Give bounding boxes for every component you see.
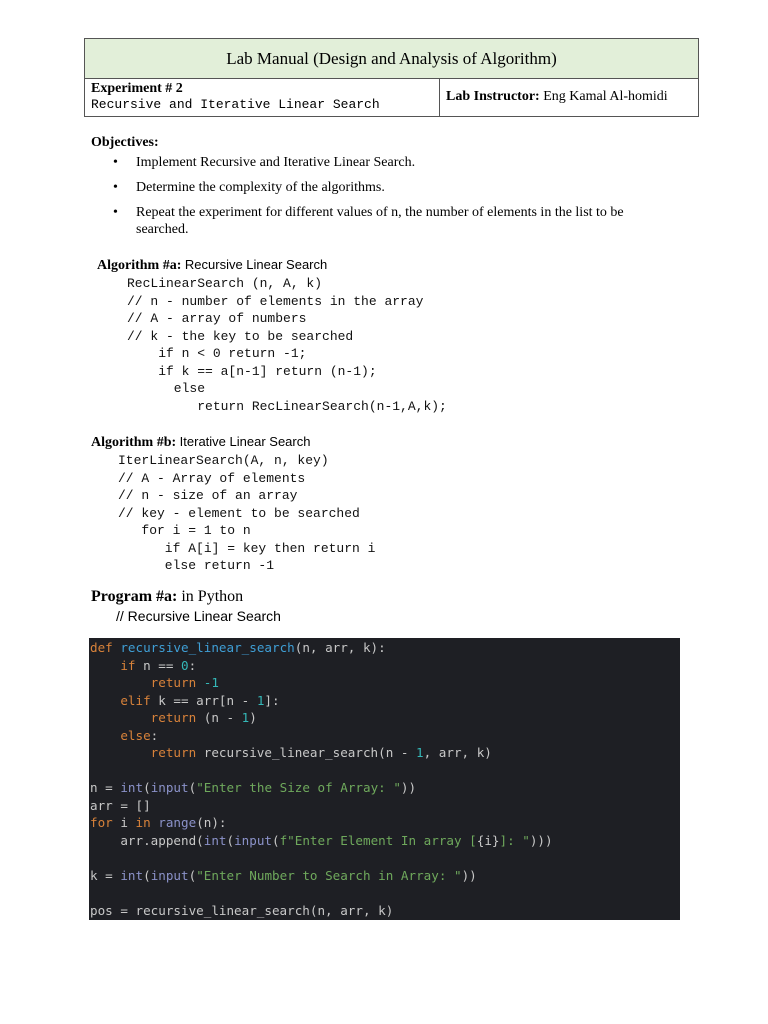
code-token: "Enter Number to Search in Array: " bbox=[196, 867, 462, 883]
code-token: ( bbox=[143, 867, 151, 883]
code-line bbox=[90, 728, 158, 743]
experiment-number: Experiment # 2 bbox=[91, 81, 183, 96]
header-info-row bbox=[85, 79, 698, 116]
code-token: )) bbox=[400, 780, 417, 795]
code-line bbox=[90, 903, 393, 918]
code-token: 1 bbox=[241, 710, 250, 725]
code-token: 1 bbox=[256, 692, 265, 708]
algorithm-a-heading bbox=[97, 257, 327, 274]
code-token: n == bbox=[143, 657, 181, 673]
code-token: ))) bbox=[529, 832, 553, 848]
code-token: (n - bbox=[203, 710, 242, 725]
experiment-title: Recursive and Iterative Linear Search bbox=[91, 97, 380, 112]
objectives-list bbox=[91, 154, 671, 238]
algorithm-b-pseudocode: IterLinearSearch(A, n, key) // A - Array of elements // n - size of an array // key - element to be searched for i = 1 to n if A[i] = key then return i else return -1 bbox=[118, 453, 376, 573]
program-a-subtitle: // Recursive Linear Search bbox=[116, 608, 281, 624]
objective-text: Repeat the experiment for different values of n, the number of elements in the list to be searched. bbox=[136, 205, 624, 237]
bullet-icon: • bbox=[113, 205, 118, 220]
code-token: return bbox=[90, 710, 204, 725]
objective-text: Implement Recursive and Iterative Linear Search. bbox=[136, 155, 416, 170]
code-token: input bbox=[150, 780, 189, 795]
code-token: ) bbox=[249, 710, 257, 725]
code-token: arr.append( bbox=[90, 832, 204, 848]
code-token: arr = [] bbox=[90, 797, 151, 813]
code-token: ]: " bbox=[499, 832, 530, 848]
algorithm-b-label: Algorithm #b: bbox=[91, 435, 177, 450]
code-token: for bbox=[90, 815, 121, 830]
code-token: ( bbox=[272, 832, 280, 848]
list-item bbox=[91, 154, 671, 171]
code-token: input bbox=[150, 867, 189, 883]
code-line bbox=[90, 675, 219, 690]
experiment-cell bbox=[85, 79, 440, 116]
code-token: int bbox=[203, 832, 227, 848]
code-token: else bbox=[90, 727, 151, 743]
code-token: int bbox=[120, 867, 144, 883]
code-line bbox=[90, 815, 227, 830]
code-token: ( bbox=[226, 832, 235, 848]
code-token: int bbox=[120, 780, 144, 795]
code-token: : bbox=[188, 657, 197, 673]
header-table bbox=[84, 38, 699, 117]
code-block bbox=[89, 638, 680, 919]
code-token: (n): bbox=[196, 815, 227, 830]
list-item bbox=[91, 179, 671, 196]
code-token: ( bbox=[143, 780, 151, 795]
code-editor-snippet bbox=[89, 638, 680, 920]
algorithm-a-pseudocode: RecLinearSearch (n, A, k) // n - number of elements in the array // A - array of numbers // k - the key to be searched if n < 0 return -1; if k == a[n-1] return (n-1); else return RecLinearSearch(n-1,A,k); bbox=[127, 276, 447, 414]
bullet-icon: • bbox=[113, 155, 118, 170]
code-token: elif bbox=[90, 692, 159, 708]
algorithm-b-title: Iterative Linear Search bbox=[179, 434, 311, 449]
code-token: f"Enter Element In array [ bbox=[279, 832, 477, 848]
code-token: recursive_linear_search(n - bbox=[203, 745, 417, 760]
code-token: 1 bbox=[416, 745, 424, 760]
code-token: k = bbox=[90, 867, 121, 883]
code-token: k == arr[n - bbox=[158, 692, 257, 708]
code-token: "Enter the Size of Array: " bbox=[196, 780, 401, 795]
code-token: def bbox=[90, 640, 121, 655]
instructor-cell bbox=[440, 79, 698, 116]
code-token: range bbox=[158, 815, 197, 830]
program-a-language: in Python bbox=[181, 588, 244, 605]
objectives-heading: Objectives: bbox=[91, 135, 159, 150]
code-token: return bbox=[90, 675, 204, 690]
instructor-label: Lab Instructor: bbox=[446, 89, 540, 104]
instructor-name: Eng Kamal Al-homidi bbox=[543, 89, 668, 104]
code-line bbox=[90, 868, 477, 883]
code-token: ]: bbox=[264, 692, 280, 708]
code-line bbox=[90, 780, 416, 795]
algorithm-a-label: Algorithm #a: bbox=[97, 258, 182, 273]
code-token: : bbox=[150, 727, 159, 743]
objective-text: Determine the complexity of the algorithms. bbox=[136, 180, 385, 195]
code-token: in bbox=[135, 815, 159, 830]
code-line bbox=[90, 745, 492, 760]
code-token: return bbox=[90, 745, 204, 760]
page-title: Lab Manual (Design and Analysis of Algorithm) bbox=[85, 39, 698, 79]
program-a-heading bbox=[91, 588, 243, 606]
algorithm-a-title: Recursive Linear Search bbox=[184, 257, 328, 272]
code-line bbox=[90, 693, 280, 708]
bullet-icon: • bbox=[113, 180, 118, 195]
code-line bbox=[90, 798, 151, 813]
code-token: if bbox=[90, 657, 144, 673]
program-a-label: Program #a: bbox=[91, 588, 178, 605]
code-token: {i} bbox=[476, 832, 500, 848]
code-line bbox=[90, 658, 196, 673]
code-token: recursive_linear_search bbox=[120, 640, 295, 655]
code-line bbox=[90, 833, 553, 848]
objectives-section bbox=[91, 134, 671, 246]
code-token: ( bbox=[188, 867, 197, 883]
code-token: i bbox=[120, 815, 136, 830]
code-token: pos = recursive_linear_search(n, arr, k) bbox=[90, 902, 394, 918]
code-line bbox=[90, 710, 257, 725]
code-token: (n, arr, k): bbox=[294, 640, 386, 655]
list-item bbox=[91, 204, 671, 238]
algorithm-b-heading bbox=[91, 434, 310, 451]
code-token: n = bbox=[90, 780, 121, 795]
code-token: , arr, k) bbox=[423, 745, 492, 760]
code-token: 0 bbox=[181, 657, 189, 673]
code-token: -1 bbox=[203, 675, 219, 690]
code-token: input bbox=[234, 832, 272, 848]
code-token: ( bbox=[188, 780, 197, 795]
code-line bbox=[90, 640, 386, 655]
code-token: )) bbox=[461, 867, 477, 883]
